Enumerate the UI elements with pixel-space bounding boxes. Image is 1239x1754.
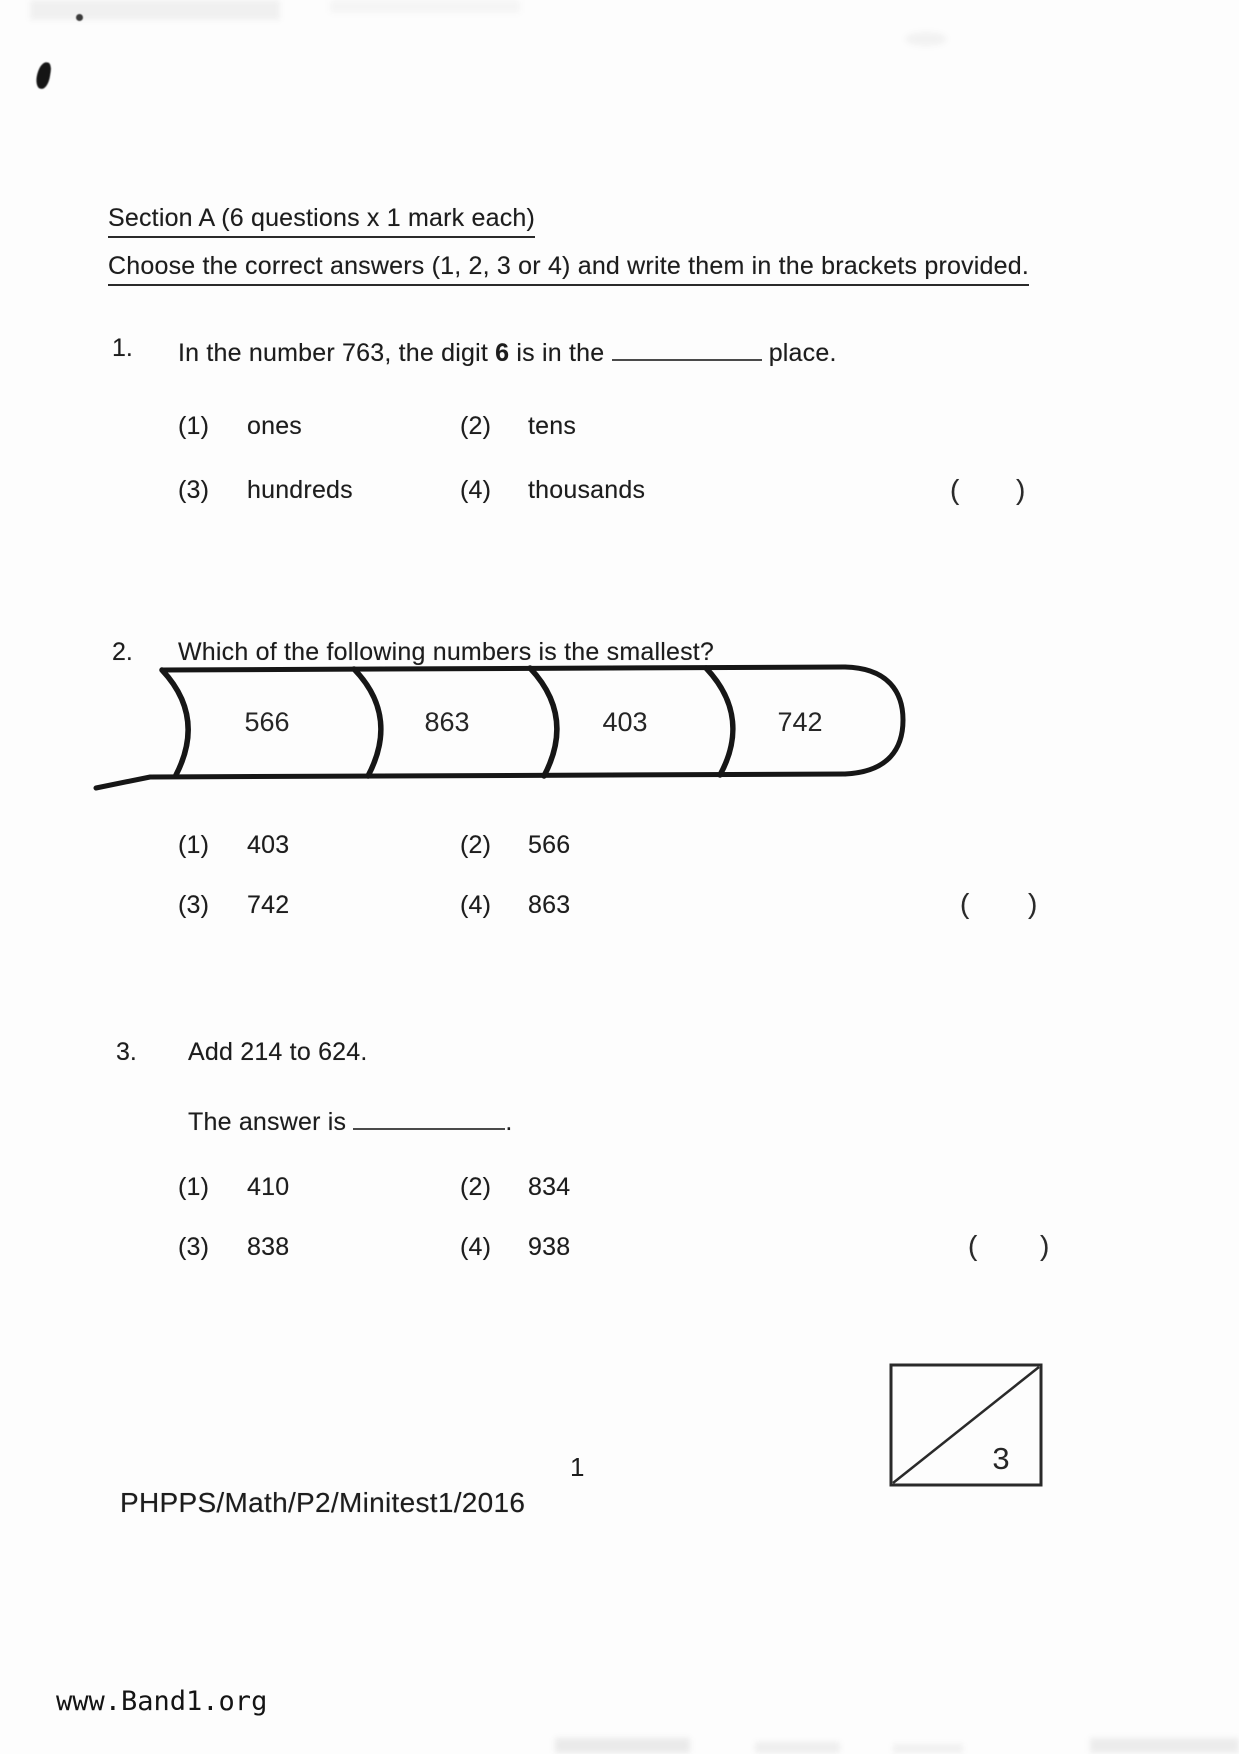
q3-option-1-text: 410 [247, 1173, 290, 1201]
scan-dot [76, 14, 83, 21]
marks-box-value: 3 [992, 1441, 1010, 1476]
q1-option-1-text: ones [247, 412, 303, 440]
question-3-number: 3. [116, 1038, 137, 1066]
q1-option-4-label: (4) [460, 476, 492, 504]
scroll-separator-3 [706, 668, 733, 775]
document-code: PHPPS/Math/P2/Minitest1/2016 [120, 1487, 526, 1518]
marks-box [888, 1362, 1044, 1488]
q2-option-4-label: (4) [460, 891, 492, 919]
q3-options-row-2 [178, 1233, 1098, 1265]
scan-smudge-bottom-1 [555, 1738, 690, 1753]
q1-answer-bracket-open: ( [950, 474, 960, 505]
q3-option-3-label: (3) [178, 1233, 210, 1261]
scan-smudge-bottom-4 [1090, 1738, 1239, 1753]
scroll-right-cap [845, 667, 903, 774]
q2-option-3-text: 742 [247, 891, 290, 919]
question-2-number: 2. [112, 638, 133, 666]
q1-answer-bracket-close: ) [1016, 474, 1026, 505]
marks-box-diagonal [893, 1367, 1039, 1483]
q1-answer-blank [612, 334, 762, 361]
q2-option-1-label: (1) [178, 831, 210, 859]
q3-answer-blank [353, 1103, 505, 1130]
q3-option-3-text: 838 [247, 1233, 290, 1261]
q1-options-row-1 [178, 412, 1098, 444]
scroll-number-3: 403 [602, 707, 648, 737]
scan-smudge-bottom-2 [755, 1742, 840, 1753]
scroll-top-edge [162, 667, 845, 670]
q1-text-a: In the number 763, the digit [178, 339, 488, 367]
scan-smudge-top-right [905, 32, 947, 46]
q1-options-row-2 [178, 476, 1098, 508]
q3-options-row-1 [178, 1173, 1098, 1205]
q3-option-4-text: 938 [528, 1233, 571, 1261]
question-3-text: Add 214 to 624. [188, 1038, 368, 1066]
q3-answer-bracket-open: ( [968, 1230, 978, 1261]
scroll-number-2: 863 [424, 707, 470, 737]
scan-smudge-bottom-3 [893, 1744, 963, 1753]
scan-ink-mark [35, 61, 52, 90]
question-1-number: 1. [112, 334, 133, 362]
number-scroll-graphic [90, 658, 920, 796]
q3-answer-bracket-close: ) [1040, 1230, 1050, 1261]
q1-option-2-label: (2) [460, 412, 492, 440]
scan-smudge-top-left [30, 0, 280, 20]
section-heading [108, 204, 535, 233]
q3-text-a: The answer is [188, 1108, 347, 1136]
scroll-separator-2 [530, 668, 557, 776]
scan-smudge-top-mid [330, 0, 520, 13]
q2-option-2-label: (2) [460, 831, 492, 859]
scroll-separator-1 [354, 669, 381, 776]
q2-option-1-text: 403 [247, 831, 290, 859]
q2-answer-bracket-open: ( [960, 888, 970, 919]
question-1-text [178, 334, 837, 368]
q1-text-b: is in the [516, 339, 605, 367]
q1-bold-digit: 6 [495, 339, 510, 367]
page-number: 1 [570, 1452, 585, 1482]
q3-option-4-label: (4) [460, 1233, 492, 1261]
question-3-answer-line [188, 1103, 513, 1137]
q1-option-3-label: (3) [178, 476, 210, 504]
q3-period: . [505, 1108, 513, 1136]
website-watermark: www.Band1.org [56, 1686, 268, 1717]
q1-option-1-label: (1) [178, 412, 210, 440]
question-2-text: Which of the following numbers is the smallest? [178, 638, 715, 666]
q1-text-c: place. [768, 339, 837, 367]
q2-option-4-text: 863 [528, 891, 571, 919]
section-heading-text: Section A (6 questions x 1 mark each) [108, 204, 535, 238]
q2-options-row-1 [178, 831, 1098, 863]
q1-option-3-text: hundreds [247, 476, 353, 504]
q3-option-1-label: (1) [178, 1173, 210, 1201]
scroll-bottom-edge [96, 774, 845, 788]
scroll-number-1: 566 [244, 707, 290, 737]
scroll-number-4: 742 [777, 707, 823, 737]
instructions-text: Choose the correct answers (1, 2, 3 or 4) and write them in the brackets provided. [108, 252, 1029, 286]
q2-answer-bracket-close: ) [1028, 888, 1038, 919]
q1-option-4-text: thousands [528, 476, 646, 504]
q3-option-2-text: 834 [528, 1173, 571, 1201]
scroll-left-curl [162, 670, 188, 775]
q3-option-2-label: (2) [460, 1173, 492, 1201]
q2-option-2-text: 566 [528, 831, 571, 859]
instructions-line [108, 252, 1029, 281]
q1-option-2-text: tens [528, 412, 577, 440]
q2-option-3-label: (3) [178, 891, 210, 919]
